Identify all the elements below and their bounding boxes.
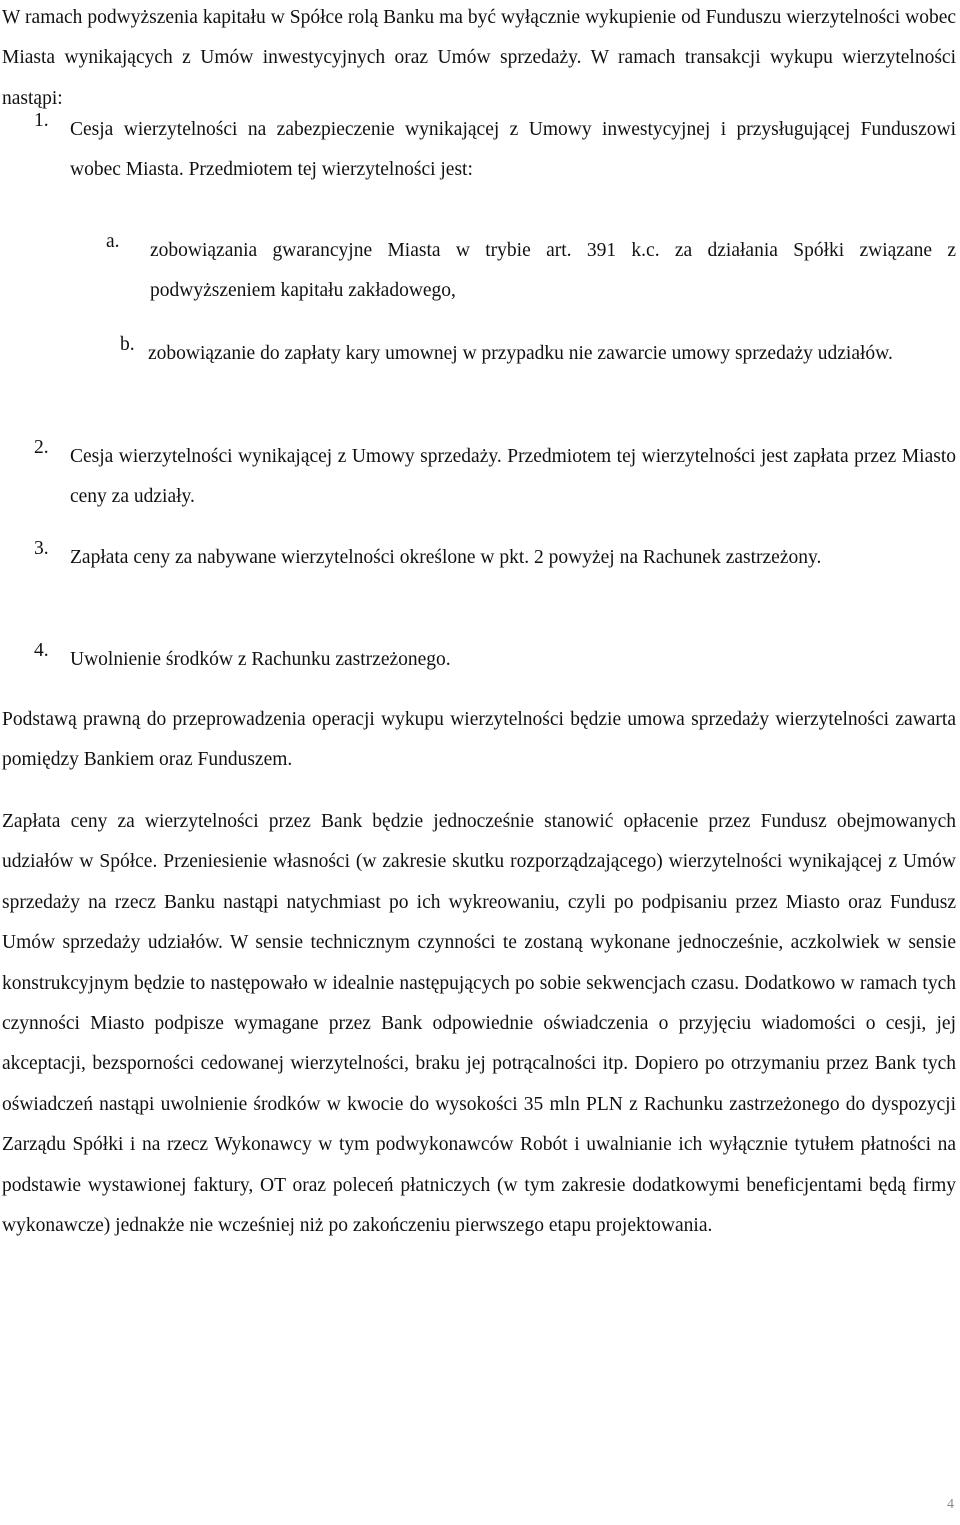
list-item-1 xyxy=(2,110,956,191)
list-item-number: 4. xyxy=(34,640,49,661)
list-item-number: 1. xyxy=(34,110,49,131)
list-item-3 xyxy=(2,538,956,578)
list-item-2 xyxy=(2,437,956,518)
body-paragraph-2: Zapłata ceny za wierzytelności przez Bank będzie jednocześnie stanowić opłacenie przez Fundusz obejmowanych udziałów w Spółce. Przeniesienie własności (w zakresie skutku rozporządzającego) wierzytelności wynikającej z Umów sprzedaży na rzecz Banku nastąpi natychmiast po ich wykreowaniu, czyli po podpisaniu przez Miasto oraz Fundusz Umów sprzedaży udziałów. W sensie technicznym czynności te zostaną wykonane jednocześnie, aczkolwiek w sensie konstrukcyjnym będzie to następowało w idealnie następujących po sobie sekwencjach czasu. Dodatkowo w ramach tych czynności Miasto podpisze wymagane przez Bank odpowiednie oświadczenia o przyjęciu wiadomości o cesji, jej akceptacji, bezsporności cedowanej wierzytelności, braku jej potrącalności itp. Dopiero po otrzymaniu przez Bank tych oświadczeń nastąpi uwolnienie środków w kwocie do wysokości 35 mln PLN z Rachunku zastrzeżonego do dyspozycji Zarządu Spółki i na rzecz Wykonawcy w tym podwykonawców Robót i uwalnianie ich wyłącznie tytułem płatności na podstawie wystawionej faktury, OT oraz poleceń płatniczych (w tym zakresie dodatkowymi beneficjentami będą firmy wykonawcze) jednakże nie wcześniej niż po zakończeniu pierwszego etapu projektowania. xyxy=(2,811,956,1237)
sub-item-text: zobowiązania gwarancyjne Miasta w trybie art. 391 k.c. za działania Spółki związane z podwyższeniem kapitału zakładowego, xyxy=(150,240,956,302)
sub-item-text: zobowiązanie do zapłaty kary umownej w przypadku nie zawarcie umowy sprzedaży udziałów. xyxy=(148,343,893,364)
sub-item-letter: b. xyxy=(120,334,135,355)
intro-paragraph: W ramach podwyższenia kapitału w Spółce rolą Banku ma być wyłącznie wykupienie od Funduszu wierzytelności wobec Miasta wynikających z Umów inwestycyjnych oraz Umów sprzedaży. W ramach transakcji wykupu wierzytelności nastąpi: xyxy=(2,7,956,109)
list-item-text: Uwolnienie środków z Rachunku zastrzeżonego. xyxy=(70,649,451,670)
list-item-4 xyxy=(2,640,956,680)
list-item-text: Cesja wierzytelności wynikającej z Umowy sprzedaży. Przedmiotem tej wierzytelności jest zapłata przez Miasto ceny za udziały. xyxy=(70,446,956,508)
list-item-text: Zapłata ceny za nabywane wierzytelności określone w pkt. 2 powyżej na Rachunek zastrzeżony. xyxy=(70,547,822,568)
body-paragraph-1: Podstawą prawną do przeprowadzenia operacji wykupu wierzytelności będzie umowa sprzedaży wierzytelności zawarta pomiędzy Bankiem oraz Funduszem. xyxy=(2,709,956,771)
list-item-text: Cesja wierzytelności na zabezpieczenie wynikającej z Umowy inwestycyjnej i przysługującej Funduszowi wobec Miasta. Przedmiotem tej wierzytelności jest: xyxy=(70,119,956,181)
sub-item-a xyxy=(2,231,956,312)
list-item-number: 3. xyxy=(34,538,49,559)
sub-item-letter: a. xyxy=(106,231,120,252)
list-item-number: 2. xyxy=(34,437,49,458)
page-number: 4 xyxy=(947,1497,954,1512)
sub-item-b xyxy=(2,334,956,374)
